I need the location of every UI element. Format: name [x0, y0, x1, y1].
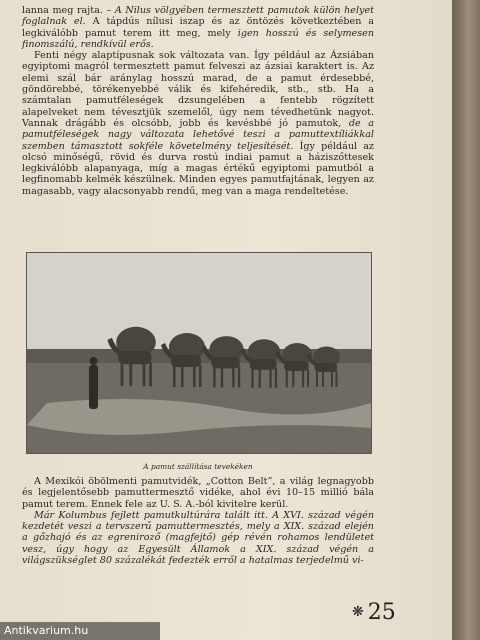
text-run: A tápdús nílusi iszap és az öntözés következtében a legkiválóbb pamut terem itt meg, mely: [22, 16, 374, 39]
camel-caravan-photo: [26, 252, 372, 454]
italic-text-run: A Nilus völgyében termesztett pamutok külön helyet foglalnak el.: [22, 5, 374, 28]
text-block-bottom: [22, 476, 374, 566]
photo-illustration: [27, 253, 371, 453]
photo-caption: A pamut szállítása tevekéken: [143, 462, 253, 471]
person-figure: [89, 365, 98, 409]
book-spine-edge: [452, 0, 480, 640]
italic-text-run: de a pamutféleségek nagy változata lehetővé teszi a pamuttextíliákkal szemben támasztott sokféle követelmény teljesítését.: [22, 117, 374, 152]
text-run: Így például az olcsó minőségű, rövid és durva rostú indiai pamut a háziszőttesek legkiválóbb alapanyaga, míg a magas értékű egyiptomi pamutból a legfinomabb kelmék készülnek. Minden egyes pamutfajtának, legyen az magasabb, vagy alacsonyabb rendű, meg van a maga rendeltetése.: [22, 140, 374, 197]
italic-text-run: igen hosszú és selymesen finomszálú, rendkívül erős.: [22, 27, 374, 50]
text-run: Fenti négy alaptípusnak sok változata van. Így például az Ázsiában egyiptomi magról termesztett pamut felveszi az ázsiai karaktert is. Az elemi szál bár aránylag hosszú marad, de a pamut érdesebbé, göndörebbé, törékenyebbé válik és kifehéredik, stb., stb. Ha a számtalan pamutféleségek dzsungelében a fentebb rögzített alapelveket nem tévesztjük szemelől, úgy nem tévedhetünk nagyot. Vannak drágább és olcsóbb, jobb és kevésbbé jó pamutok,: [22, 50, 374, 129]
text-block-top: [22, 5, 374, 197]
paragraph: [22, 5, 374, 50]
italic-text-run: Már Kolumbus fejlett pamutkultúrára talált itt. A XVI. század végén kezdetét veszi a tervszerű pamuttermesztés, mely a XIX. század elején a gőzhajó és az egreniroző (magfejtő) gép révén rohamos lendületet vesz, úgy hogy az Egyesült Államok a XIX. század végén a világszükséglet 80 százalékát fedezték erről a hatalmas terjedelmű vi-: [22, 509, 374, 567]
watermark-label: Antikvarium.hu: [0, 622, 160, 640]
page-number: [352, 600, 396, 625]
text-run: lanna meg rajta. –: [22, 5, 115, 16]
page-number-value: 25: [367, 600, 396, 625]
paragraph: [22, 476, 374, 510]
person-head: [90, 357, 98, 365]
text-run: A Mexikói öbölmenti pamutvidék, „Cotton Belt”, a világ legnagyobb és legjelentősebb pamuttermesztő vidéke, ahol évi 10–15 millió bála pamut terem. Ennek fele az U. S. A.-ból kivitelre kerül.: [22, 476, 374, 510]
paragraph: [22, 510, 374, 566]
page-star-ornament: ❋: [352, 604, 364, 620]
paragraph: [22, 50, 374, 197]
